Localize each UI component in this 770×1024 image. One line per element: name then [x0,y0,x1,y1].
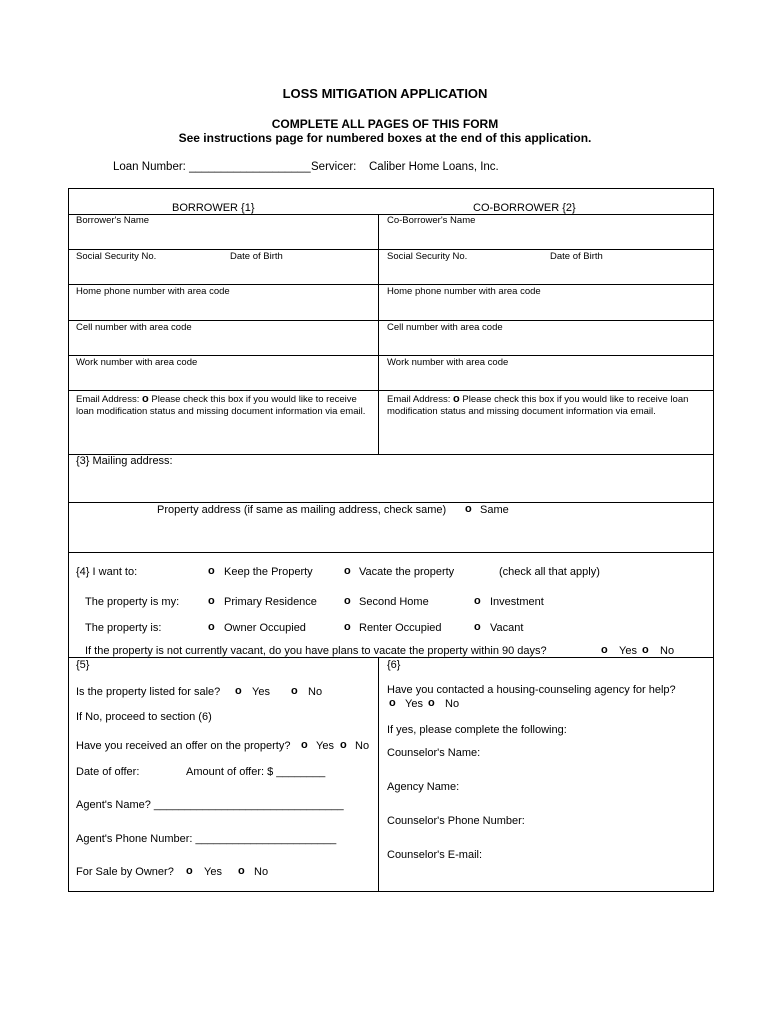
i-want-to-label: {4} I want to: [76,566,138,578]
form-title: LOSS MITIGATION APPLICATION [282,86,488,101]
vacate-property-checkbox[interactable]: o [344,565,351,577]
vacant-label: Vacant [490,622,524,634]
owner-occupied-label: Owner Occupied [224,622,306,634]
keep-property-label: Keep the Property [224,566,313,578]
vacate-question: If the property is not currently vacant, do you have plans to vacate the property within 90 days? [85,645,547,657]
section5-heading: {5} [76,659,90,671]
property-is-label: The property is: [85,622,162,634]
agency-name-field[interactable]: Agency Name: [387,781,460,793]
borrower-dob-field[interactable]: Date of Birth [230,251,283,262]
coborrower-email-label: Email Address: [387,394,451,405]
date-of-offer-field[interactable]: Date of offer: [76,766,140,778]
fsbo-question: For Sale by Owner? [76,866,174,878]
offer-yes-checkbox[interactable]: o [301,739,308,751]
counselor-name-field[interactable]: Counselor's Name: [387,747,481,759]
vacate-no-label: No [660,645,675,657]
coborrower-name-field[interactable]: Co-Borrower's Name [387,215,476,226]
coborrower-heading: CO-BORROWER {2} [473,202,576,214]
borrower-heading: BORROWER {1} [172,202,255,214]
counseling-no-checkbox[interactable]: o [428,697,435,709]
coborrower-home-phone-field[interactable]: Home phone number with area code [387,286,541,297]
vacate-no-checkbox[interactable]: o [642,644,649,656]
investment-label: Investment [490,596,544,608]
offer-question: Have you received an offer on the property? [76,740,291,752]
loan-number-field[interactable]: Loan Number: ___________________ [113,161,311,173]
agent-phone-field[interactable]: Agent's Phone Number: _______________________ [76,833,337,845]
property-is-my-label: The property is my: [85,596,180,608]
coborrower-email-checkbox[interactable]: o [453,393,460,405]
coborrower-cell-field[interactable]: Cell number with area code [387,322,503,333]
counseling-no-label: No [445,698,460,710]
vacate-property-label: Vacate the property [359,566,455,578]
borrower-work-field[interactable]: Work number with area code [76,357,198,368]
borrower-email-text: Please check this box if you would like to receive loan modification status and missing document information via email. [76,394,366,417]
coborrower-dob-field[interactable]: Date of Birth [550,251,603,262]
borrower-email-field[interactable] [76,393,376,418]
coborrower-ssn-field[interactable]: Social Security No. [387,251,468,262]
fsbo-no-label: No [254,866,269,878]
second-home-label: Second Home [359,596,429,608]
borrower-cell-field[interactable]: Cell number with area code [76,322,192,333]
counselor-email-field[interactable]: Counselor's E-mail: [387,849,483,861]
form-subtitle: COMPLETE ALL PAGES OF THIS FORM [271,117,499,131]
counselor-phone-field[interactable]: Counselor's Phone Number: [387,815,525,827]
borrower-ssn-field[interactable]: Social Security No. [76,251,157,262]
counseling-yes-label: Yes [405,698,423,710]
owner-occupied-checkbox[interactable]: o [208,621,215,633]
form-instructions: See instructions page for numbered boxes at the end of this application. [178,131,592,145]
vacate-yes-label: Yes [619,645,637,657]
amount-of-offer-field[interactable]: Amount of offer: $ ________ [186,766,326,778]
servicer-value: Caliber Home Loans, Inc. [369,161,499,173]
vacant-checkbox[interactable]: o [474,621,481,633]
agent-name-field[interactable]: Agent's Name? _______________________________ [76,799,344,811]
renter-occupied-label: Renter Occupied [359,622,442,634]
keep-property-checkbox[interactable]: o [208,565,215,577]
property-address-label: Property address (if same as mailing address, check same) [157,504,447,516]
if-yes-note: If yes, please complete the following: [387,724,567,736]
counseling-question: Have you contacted a housing-counseling agency for help? [387,684,676,696]
listed-no-label: No [308,686,323,698]
fsbo-no-checkbox[interactable]: o [238,865,245,877]
listed-yes-label: Yes [252,686,270,698]
coborrower-email-field[interactable] [387,393,705,418]
borrower-email-label: Email Address: [76,394,140,405]
if-no-note: If No, proceed to section (6) [76,711,212,723]
counseling-yes-checkbox[interactable]: o [389,697,396,709]
section6-heading: {6} [387,659,401,671]
primary-residence-checkbox[interactable]: o [208,595,215,607]
renter-occupied-checkbox[interactable]: o [344,621,351,633]
listed-for-sale-question: Is the property listed for sale? [76,686,221,698]
offer-no-checkbox[interactable]: o [340,739,347,751]
fsbo-yes-label: Yes [204,866,222,878]
servicer-label: Servicer: [311,161,357,173]
mailing-address-field[interactable]: {3} Mailing address: [76,455,173,467]
borrower-email-checkbox[interactable]: o [142,393,149,405]
same-address-checkbox[interactable]: o [465,503,472,515]
primary-residence-label: Primary Residence [224,596,317,608]
coborrower-work-field[interactable]: Work number with area code [387,357,509,368]
coborrower-email-text: Please check this box if you would like to receive loan modification status and missing document information via email. [387,394,689,417]
vacate-yes-checkbox[interactable]: o [601,644,608,656]
offer-yes-label: Yes [316,740,334,752]
offer-no-label: No [355,740,370,752]
listed-no-checkbox[interactable]: o [291,685,298,697]
borrower-home-phone-field[interactable]: Home phone number with area code [76,286,230,297]
check-all-note: (check all that apply) [499,566,600,578]
investment-checkbox[interactable]: o [474,595,481,607]
same-address-label: Same [480,504,509,516]
second-home-checkbox[interactable]: o [344,595,351,607]
fsbo-yes-checkbox[interactable]: o [186,865,193,877]
listed-yes-checkbox[interactable]: o [235,685,242,697]
borrower-name-field[interactable]: Borrower's Name [76,215,150,226]
